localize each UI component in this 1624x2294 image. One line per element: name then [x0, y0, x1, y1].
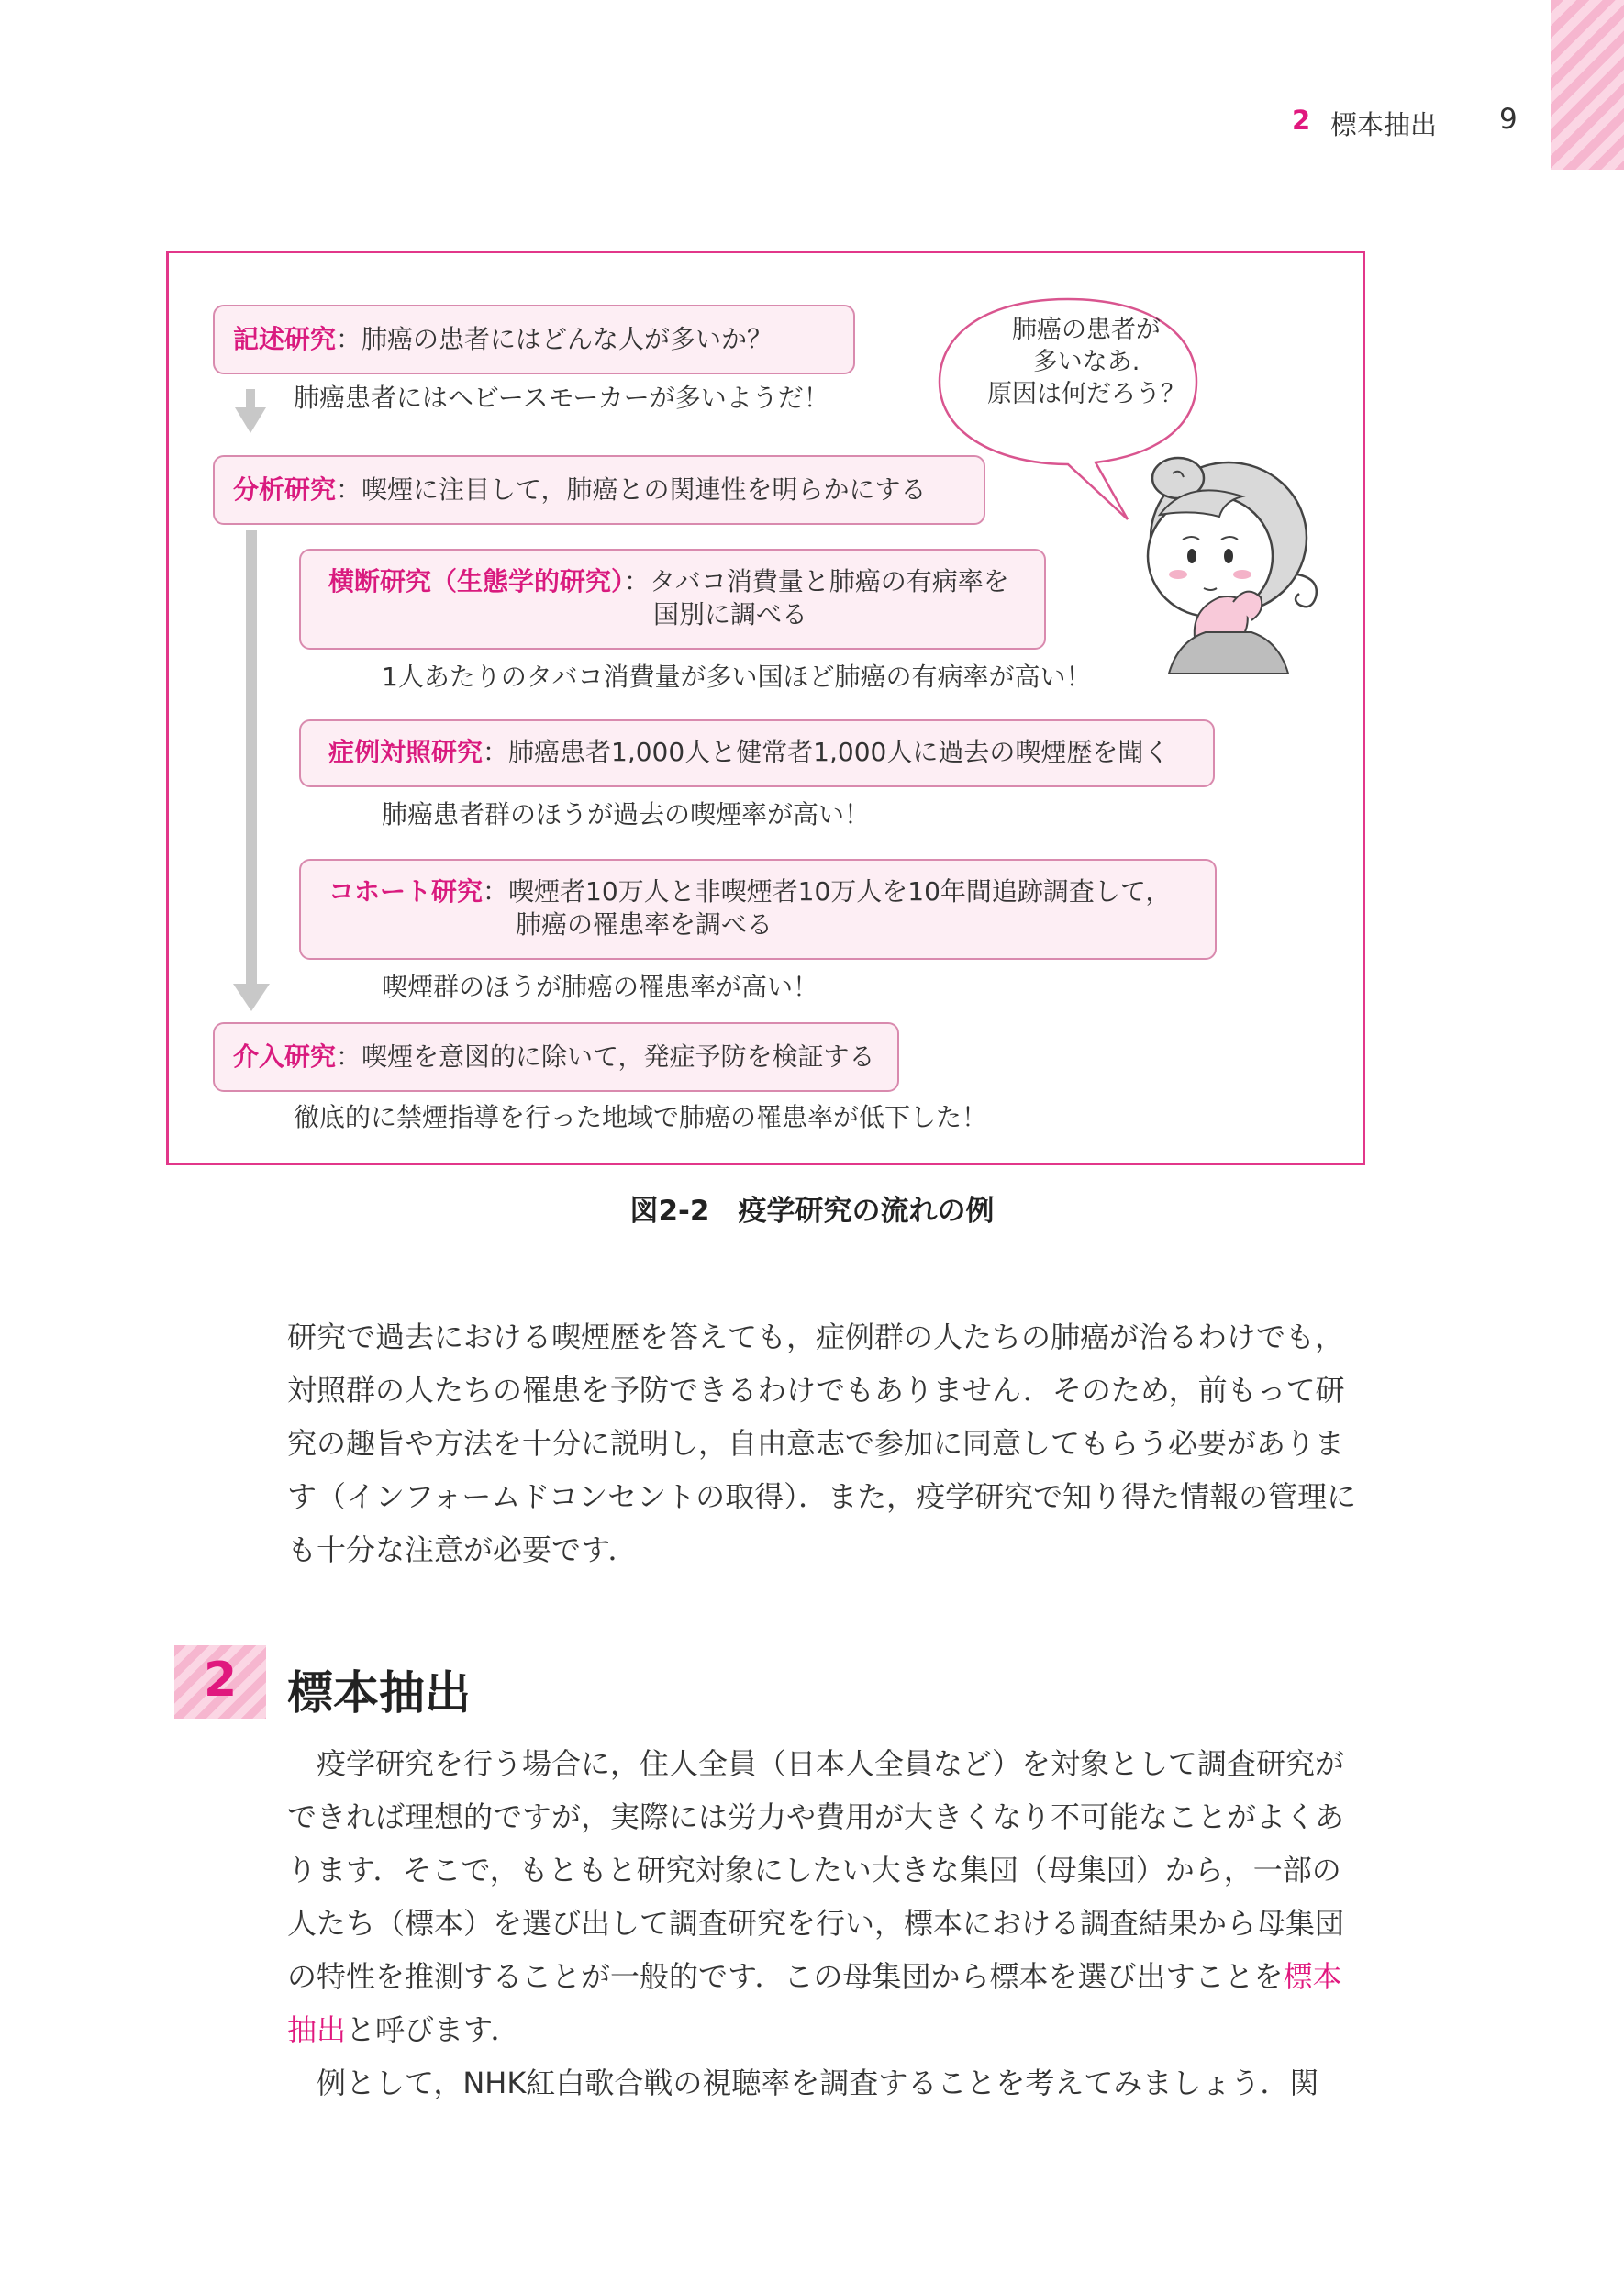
speech-bubble-text: [949, 314, 1224, 410]
box-text: ：喫煙者10万人と非喫煙者10万人を10年間追跡調査して，: [483, 876, 1172, 907]
corner-stripe-tab: [1551, 0, 1624, 170]
case-control-result: 肺癌患者群のほうが過去の喫煙率が高い！: [382, 799, 871, 830]
paragraph-text: 疫学研究を行う場合に，住人全員（日本人全員など）を対象として調査研究ができれば理想的ですが，実際には労力や費用が大きくなり不可能なことがよくあります．そこで，もともと研究対象にしたい大きな集団（母集団）から，一部の人たち（標本）を選び出して調査研究を行い，標本における調査結果から母集団の特性を推測することが一般的です．この母集団から標本を選び出すことを: [287, 1746, 1345, 1994]
header-chapter-title: 標本抽出: [1330, 109, 1438, 140]
box-text: ：喫煙に注目して，肺癌との関連性を明らかにする: [336, 474, 927, 505]
box-label: コホート研究: [328, 876, 484, 907]
cross-sectional-box: [299, 549, 1046, 650]
box-label: 分析研究: [233, 474, 337, 505]
bubble-line: 肺癌の患者が: [1012, 316, 1161, 344]
arrow-down-icon: [233, 530, 270, 1011]
cohort-box: [299, 859, 1217, 960]
figure-frame: [166, 251, 1365, 1165]
thinking-girl-illustration: [1114, 437, 1343, 675]
box-label: 介入研究: [233, 1041, 337, 1072]
page-number: 9: [1499, 103, 1518, 136]
bubble-line: 原因は何だろう？: [987, 380, 1185, 408]
cross-sectional-result: 1人あたりのタバコ消費量が多い国ほど肺癌の有病率が高い！: [382, 662, 1092, 692]
paragraph-text: 研究で過去における喫煙歴を答えても，症例群の人たちの肺癌が治るわけでも，対照群の人たちの罹患を予防できるわけでもありません．そのため，前もって研究の趣旨や方法を十分に説明し，自由意志で参加に同意してもらう必要があります（インフォームドコンセントの取得）．また，疫学研究で知り得た情報の管理にも十分な注意が必要です．: [287, 1320, 1357, 1567]
box-label: 記述研究: [233, 324, 337, 354]
analytic-study-box: [213, 455, 985, 525]
bubble-line: 多いなあ.: [1032, 348, 1140, 376]
body-paragraph: [287, 1310, 1370, 1576]
box-text: ：肺癌患者1,000人と健常者1,000人に過去の喫煙歴を聞く: [483, 737, 1170, 767]
box-label: 症例対照研究: [328, 737, 484, 767]
cohort-result: 喫煙群のほうが肺癌の罹患率が高い！: [382, 972, 819, 1002]
box-text: ：喫煙を意図的に除いて，発症予防を検証する: [336, 1041, 875, 1072]
intervention-result: 徹底的に禁煙指導を行った地域で肺癌の罹患率が低下した！: [294, 1102, 988, 1132]
descriptive-result: 肺癌患者にはヘビースモーカーが多いようだ！: [294, 383, 829, 413]
body-paragraph: [287, 1737, 1370, 2110]
figure-caption: 図2-2 疫学研究の流れの例: [629, 1195, 995, 1228]
box-label: 横断研究（生態学的研究）: [328, 566, 625, 596]
descriptive-study-box: [213, 305, 855, 374]
section-title: 標本抽出: [287, 1666, 471, 1720]
paragraph-text: 例として，NHK紅白歌合戦の視聴率を調査することを考えてみましょう．関: [317, 2066, 1319, 2100]
highlighted-term: 標本抽出: [287, 1959, 1342, 2047]
arrow-down-icon: [235, 389, 266, 433]
case-control-box: [299, 719, 1215, 787]
intervention-study-box: [213, 1022, 899, 1092]
box-text-line2: 肺癌の罹患率を調べる: [516, 909, 773, 940]
box-text: ：肺癌の患者にはどんな人が多いか？: [336, 324, 773, 354]
header-chapter-number: 2: [1292, 105, 1311, 136]
box-text-line2: 国別に調べる: [653, 599, 808, 629]
section-number: 2: [204, 1653, 238, 1708]
paragraph-text: と呼びます．: [346, 2012, 520, 2047]
box-text: ：タバコ消費量と肺癌の有病率を: [624, 566, 1009, 596]
